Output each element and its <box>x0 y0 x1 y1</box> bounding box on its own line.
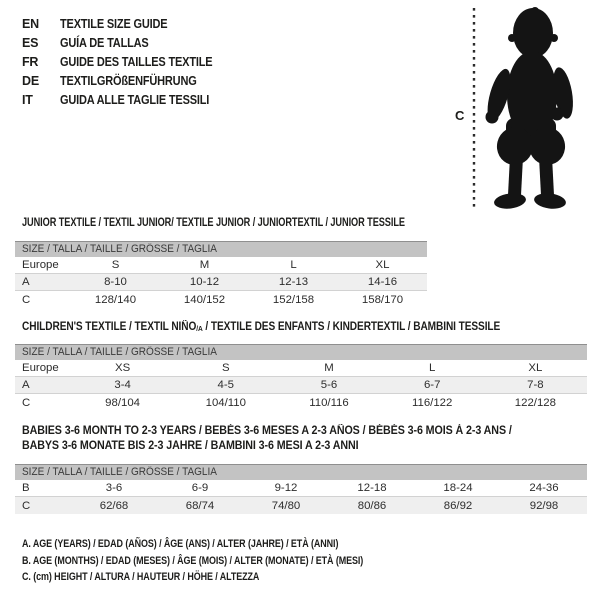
size-cell: 68/74 <box>185 499 215 512</box>
column-header: S <box>111 259 120 271</box>
footnotes <box>22 536 449 586</box>
lang-label: GUIDA ALLE TAGLIE TESSILI <box>60 92 210 107</box>
junior-section-title-text: JUNIOR TEXTILE / TEXTIL JUNIOR/ TEXTILE JUNIOR / JUNIORTEXTIL / JUNIOR TESSILE <box>22 217 405 229</box>
column-header: XS <box>114 362 131 374</box>
size-cell: 14-16 <box>367 276 398 288</box>
footnote-c: C. (cm) HEIGHT / ALTURA / HAUTEUR / HÖHE / ALTEZZA <box>22 571 260 583</box>
size-cell: 12-13 <box>278 276 309 288</box>
footnote-b: B. AGE (MONTHS) / EDAD (MESES) / ÂGE (MOIS) / ALTER (MONATE) / ETÀ (MESI) <box>22 554 364 567</box>
size-cell: 6-7 <box>423 379 441 391</box>
junior-section-title <box>22 216 501 231</box>
size-cell: 86/92 <box>443 499 473 512</box>
size-cell: 10-12 <box>189 276 220 288</box>
size-cell: 5-6 <box>320 379 338 391</box>
column-header: XL <box>375 259 390 271</box>
size-cell: 9-12 <box>274 482 298 494</box>
table-row-age <box>15 274 427 291</box>
size-cell: 7-8 <box>527 379 544 391</box>
baby-silhouette-figure <box>452 0 600 215</box>
row-label: C <box>22 499 31 512</box>
size-cell: 158/170 <box>361 293 404 306</box>
babies-title-line1: BABIES 3-6 MONTH TO 2-3 YEARS / BEBÉS 3-6 MESES A 2-3 AÑOS / BÉBÉS 3-6 MOIS À 2-3 ANS / <box>22 425 512 437</box>
lang-row <box>22 71 233 90</box>
size-cell: 62/68 <box>99 499 129 512</box>
size-header-bar <box>15 344 587 360</box>
column-header: S <box>221 362 230 374</box>
size-cell: 98/104 <box>105 396 141 409</box>
row-label: B <box>22 482 30 494</box>
lang-label: TEXTILE SIZE GUIDE <box>60 16 168 31</box>
column-header: M <box>199 259 210 271</box>
footnote-a: A. AGE (YEARS) / EDAD (AÑOS) / ÂGE (ANS) / ALTER (JAHRE) / ETÀ (ANNI) <box>22 538 339 550</box>
lang-code: FR <box>22 54 39 69</box>
size-cell: 128/140 <box>94 293 137 306</box>
row-label: Europe <box>22 259 59 271</box>
size-cell: 116/122 <box>412 396 453 409</box>
lang-row <box>22 90 233 109</box>
row-label: C <box>22 396 31 409</box>
table-row-age <box>15 377 587 394</box>
lang-label: TEXTILGRÖßENFÜHRUNG <box>60 73 197 88</box>
size-header-text: SIZE / TALLA / TAILLE / GRÖSSE / TAGLIA <box>22 346 217 358</box>
table-row-height <box>15 291 427 308</box>
size-cell: 74/80 <box>271 499 301 512</box>
row-label: A <box>22 379 30 391</box>
size-header-text: SIZE / TALLA / TAILLE / GRÖSSE / TAGLIA <box>22 243 217 255</box>
row-label: C <box>22 293 31 306</box>
lang-row <box>22 52 233 71</box>
size-cell: 152/158 <box>272 293 315 306</box>
column-header: L <box>290 259 297 271</box>
children-section-title-text <box>22 320 500 336</box>
table-row-europe <box>15 257 427 274</box>
table-row-height <box>15 497 587 514</box>
column-header: L <box>429 362 436 374</box>
size-cell: 3-4 <box>114 379 131 391</box>
size-header-bar <box>15 464 587 480</box>
size-header-bar <box>15 241 427 257</box>
column-header: XL <box>528 362 543 374</box>
babies-section-title <box>22 424 549 454</box>
size-cell: 6-9 <box>191 482 209 494</box>
baby-silhouette <box>483 7 576 210</box>
lang-row <box>22 33 233 52</box>
size-cell: 18-24 <box>443 482 473 494</box>
lang-code: ES <box>22 35 39 50</box>
lang-label: GUÍA DE TALLAS <box>60 35 149 50</box>
size-cell: 12-18 <box>357 482 387 494</box>
children-title-sub: /A <box>196 324 203 333</box>
children-section-title <box>22 320 565 336</box>
table-row-europe <box>15 360 587 377</box>
height-label: C <box>455 108 465 123</box>
language-list <box>22 14 233 109</box>
size-cell: 110/116 <box>309 396 349 409</box>
table-row-age <box>15 480 587 497</box>
babies-title-line2: BABYS 3-6 MONATE BIS 2-3 JAHRE / BAMBINI 3-6 MESI A 2-3 ANNI <box>22 440 359 452</box>
children-title-post: / TEXTILE DES ENFANTS / KINDERTEXTIL / BAMBINI TESSILE <box>202 321 501 333</box>
junior-size-table <box>15 241 427 308</box>
children-size-table <box>15 344 587 411</box>
lang-code: EN <box>22 16 39 31</box>
size-cell: 92/98 <box>529 499 559 512</box>
babies-size-table <box>15 464 587 514</box>
size-cell: 104/110 <box>205 396 246 409</box>
size-cell: 140/152 <box>183 293 226 306</box>
lang-code: DE <box>22 73 39 88</box>
row-label: Europe <box>22 362 59 374</box>
size-cell: 3-6 <box>105 482 123 494</box>
size-header-text: SIZE / TALLA / TAILLE / GRÖSSE / TAGLIA <box>22 466 217 478</box>
lang-code: IT <box>22 92 33 107</box>
size-cell: 24-36 <box>529 482 559 494</box>
size-cell: 122/128 <box>514 396 556 409</box>
size-cell: 80/86 <box>357 499 387 512</box>
children-title-pre: CHILDREN'S TEXTILE / TEXTIL NIÑO <box>22 321 197 333</box>
column-header: M <box>324 362 334 374</box>
size-cell: 8-10 <box>104 276 127 288</box>
table-row-height <box>15 394 587 411</box>
row-label: A <box>22 276 30 288</box>
lang-row <box>22 14 233 33</box>
lang-label: GUIDE DES TAILLES TEXTILE <box>60 54 213 69</box>
size-cell: 4-5 <box>217 379 235 391</box>
